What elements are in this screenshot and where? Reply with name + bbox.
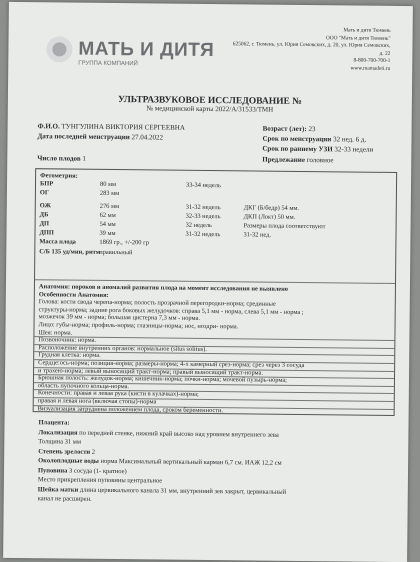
placenta-value: 2 (90, 448, 95, 455)
fetometry-cell: 32-33 недель (186, 213, 221, 220)
anatomy-section (36, 169, 396, 173)
term-lmp (262, 135, 366, 144)
anatomy-line: Особенности Анатомия: (39, 291, 109, 299)
anatomy-line: Грудная клетка: норма. (38, 352, 101, 360)
address-line: д. 22 (210, 49, 390, 58)
anatomy-line: Лицо: губы-норма; профиль-норма; глазницы-норма; нос, ноздри- норма. (39, 321, 239, 330)
fetometry-heading: Фетометрия: (40, 172, 78, 179)
early-value: 32-33 недели (334, 145, 373, 153)
fetometry-cell: 62 мм (100, 212, 116, 219)
fetus-label: Число плодов (37, 154, 80, 162)
fetometry-cell: 276 мм (100, 203, 119, 210)
fetometry-param: ДП (40, 220, 49, 227)
placenta-line (38, 467, 127, 475)
fetometry-cell: 31-32 недель (185, 231, 220, 238)
placenta-line (38, 476, 162, 484)
term-early-us (262, 145, 373, 154)
presentation (262, 156, 333, 165)
fetometry-cell: 283 мм (100, 190, 119, 197)
fetometry-cell: Размеры плода соответствуют (244, 222, 326, 230)
fetometry-cell: 1869 гр., +/-200 гр (99, 239, 149, 247)
age-label: Возраст (лет): (263, 125, 307, 133)
age-value: 23 (308, 125, 315, 133)
placenta-label: Шейка матки (38, 486, 79, 493)
placenta-line (38, 419, 69, 426)
placenta-value: норма Максимальный вертикальный карман 6,7 см. ИАЖ 12,2 см (99, 458, 282, 467)
anatomy-line: Конечности: правая и левая рука (кисти в кулачках)-норма; (38, 390, 199, 399)
anatomy-line: область пупочного кольца-норма. (38, 382, 129, 390)
anatomy-line: и трахею-норма; левый выносящий тракт-норма; правый выносящий тракт-норма. (38, 367, 263, 376)
fetometry-param: ДПП (39, 229, 53, 236)
fetometry-cell: 31-32 нед. (243, 231, 271, 238)
placenta-label: Околоплодные воды (38, 457, 99, 465)
address-line: 8-800-700-700-1 (210, 56, 390, 65)
anatomy-line: структуры-норма; задние рога боковых желудочков: справа 5,1 мм - норма, слева 5,1 мм - норма ; (39, 306, 304, 316)
lmp-date (37, 132, 163, 141)
fetometry-param: ОЖ (40, 202, 51, 209)
patient-name (38, 122, 185, 132)
anatomy-line: Брюшная полость: желудок-норма; кишечник-норма; почки-норма; мочевой пузырь-норма; (38, 374, 287, 384)
anatomy-line: Сердце:ось-норма; позиция-норма; размеры-норма; 4-х камерный срез-норма; срез через 3 сосуда (38, 359, 304, 369)
lmp-label: Дата последней менструации (37, 132, 129, 141)
fetometry-cell: 80 мм (100, 181, 116, 188)
fio-value: ТУНГУЛИНА ВИКТОРИЯ СЕРГЕЕВНА (61, 122, 184, 131)
anatomy-line: Визуализация затруднена положением плода, сроком беременности. (38, 405, 223, 414)
fetometry-param: Масса плода (39, 238, 76, 245)
placenta-value: 3 сосуда (1- кратное) (67, 467, 126, 475)
placenta-value: длина цервикального канала 31 мм, внутренний зев закрыт, цервикальный (78, 486, 286, 495)
fetometry-cell: ДКП (Локт) 50 мм. (244, 213, 296, 221)
report-sheet (3, 2, 413, 562)
placenta-line (38, 429, 278, 439)
placenta-value: канал не расширен. (38, 495, 92, 503)
address-line: ООО "Мать и дитя Тюмень" (211, 34, 391, 43)
placenta-value: по передней стенке, нижний край высоко над уровнем внутреннего зева (78, 429, 279, 438)
fetometry-cell: 31-32 недель (186, 204, 221, 211)
fetometry-param: ДБ (40, 211, 49, 218)
anatomy-line: Голова: кости свода черепа-норма; полость прозрачной перегородки-норма; срединные (39, 298, 276, 307)
logo-subtitle: ГРУППА КОМПАНИЙ (78, 61, 138, 68)
placenta-value: Место прикрепления пуповины центральное (38, 476, 162, 484)
logo-emblem-icon (46, 36, 72, 62)
address-line: Мать и дитя Тюмень (211, 26, 391, 35)
fetometry-cell: правильный (99, 249, 132, 256)
clinic-logo (46, 36, 214, 64)
placenta-line (38, 486, 286, 496)
lmp-value: 27.04.2022 (132, 133, 164, 141)
fetometry-cell: 33-34 недель (186, 182, 221, 189)
pres-label: Предлежание (262, 156, 305, 164)
early-label: Срок по раннему УЗИ (262, 145, 332, 154)
placenta-label: Пуповина (38, 467, 67, 474)
logo-name: МАТЬ И ДИТЯ (78, 39, 214, 62)
placenta-value: Толщина 31 мм (38, 438, 81, 445)
fetometry-cell: 39 мм (99, 230, 115, 237)
report-title: УЛЬТРАЗВУКОВОЕ ИССЛЕДОВАНИЕ № (8, 94, 412, 108)
anatomy-line: Анатомия: пороков и аномалий развития плода на момент исследования не выявлено (39, 283, 288, 293)
pres-value: головное (307, 156, 334, 164)
anatomy-line: Шея: норма. (38, 329, 72, 336)
placenta-line (38, 457, 282, 467)
anatomy-line: Позвоночник: норма. (38, 336, 96, 344)
placenta-line (38, 438, 81, 445)
fio-label: Ф.И.О. (38, 122, 60, 130)
placenta-section (9, 2, 413, 6)
fetometry-table (36, 169, 396, 173)
term-value: 32 нед. 6 д. (333, 135, 366, 143)
anatomy-line: Расположение внутренних органов: нормальное (situs solitus). (38, 344, 207, 353)
placenta-line (38, 495, 92, 503)
anatomy-line: мозжечок 39 мм - норма; большая цистерна 7,3 мм - норма. (39, 314, 200, 323)
fetometry-cell: ДКГ (Б/бедр) 54 мм. (244, 204, 299, 212)
placenta-label: Локализация (38, 429, 77, 436)
address-line: 625062, г. Тюмень, ул. Юрия Семовских, д. 20, ул. Юрия Семовских, (210, 41, 390, 50)
term-label: Срок по менструации (262, 135, 331, 144)
address-line: www.mamadeti.ru (210, 64, 390, 73)
fetometry-anatomy-box (33, 168, 398, 416)
fetus-count (37, 154, 86, 163)
fetometry-param: ОГ (40, 189, 49, 196)
fetometry-cell: 54 мм (100, 221, 116, 228)
fetometry-param: С/Б 135 уд/мин, ритм (39, 248, 100, 256)
fetus-value: 1 (82, 155, 86, 163)
anatomy-line: правая и левая нога (включая стопы)-норма (38, 397, 157, 405)
placenta-label: Плацента: (38, 419, 69, 426)
patient-age (263, 125, 316, 134)
fetometry-cell: 32 недель (186, 222, 212, 229)
placenta-line (38, 448, 95, 456)
placenta-label: Степень зрелости (38, 448, 90, 456)
fetometry-param: БПР (40, 180, 53, 187)
card-number: № медицинской карты 2022/А/31533/ТМН (8, 103, 412, 115)
clinic-address (210, 26, 390, 73)
